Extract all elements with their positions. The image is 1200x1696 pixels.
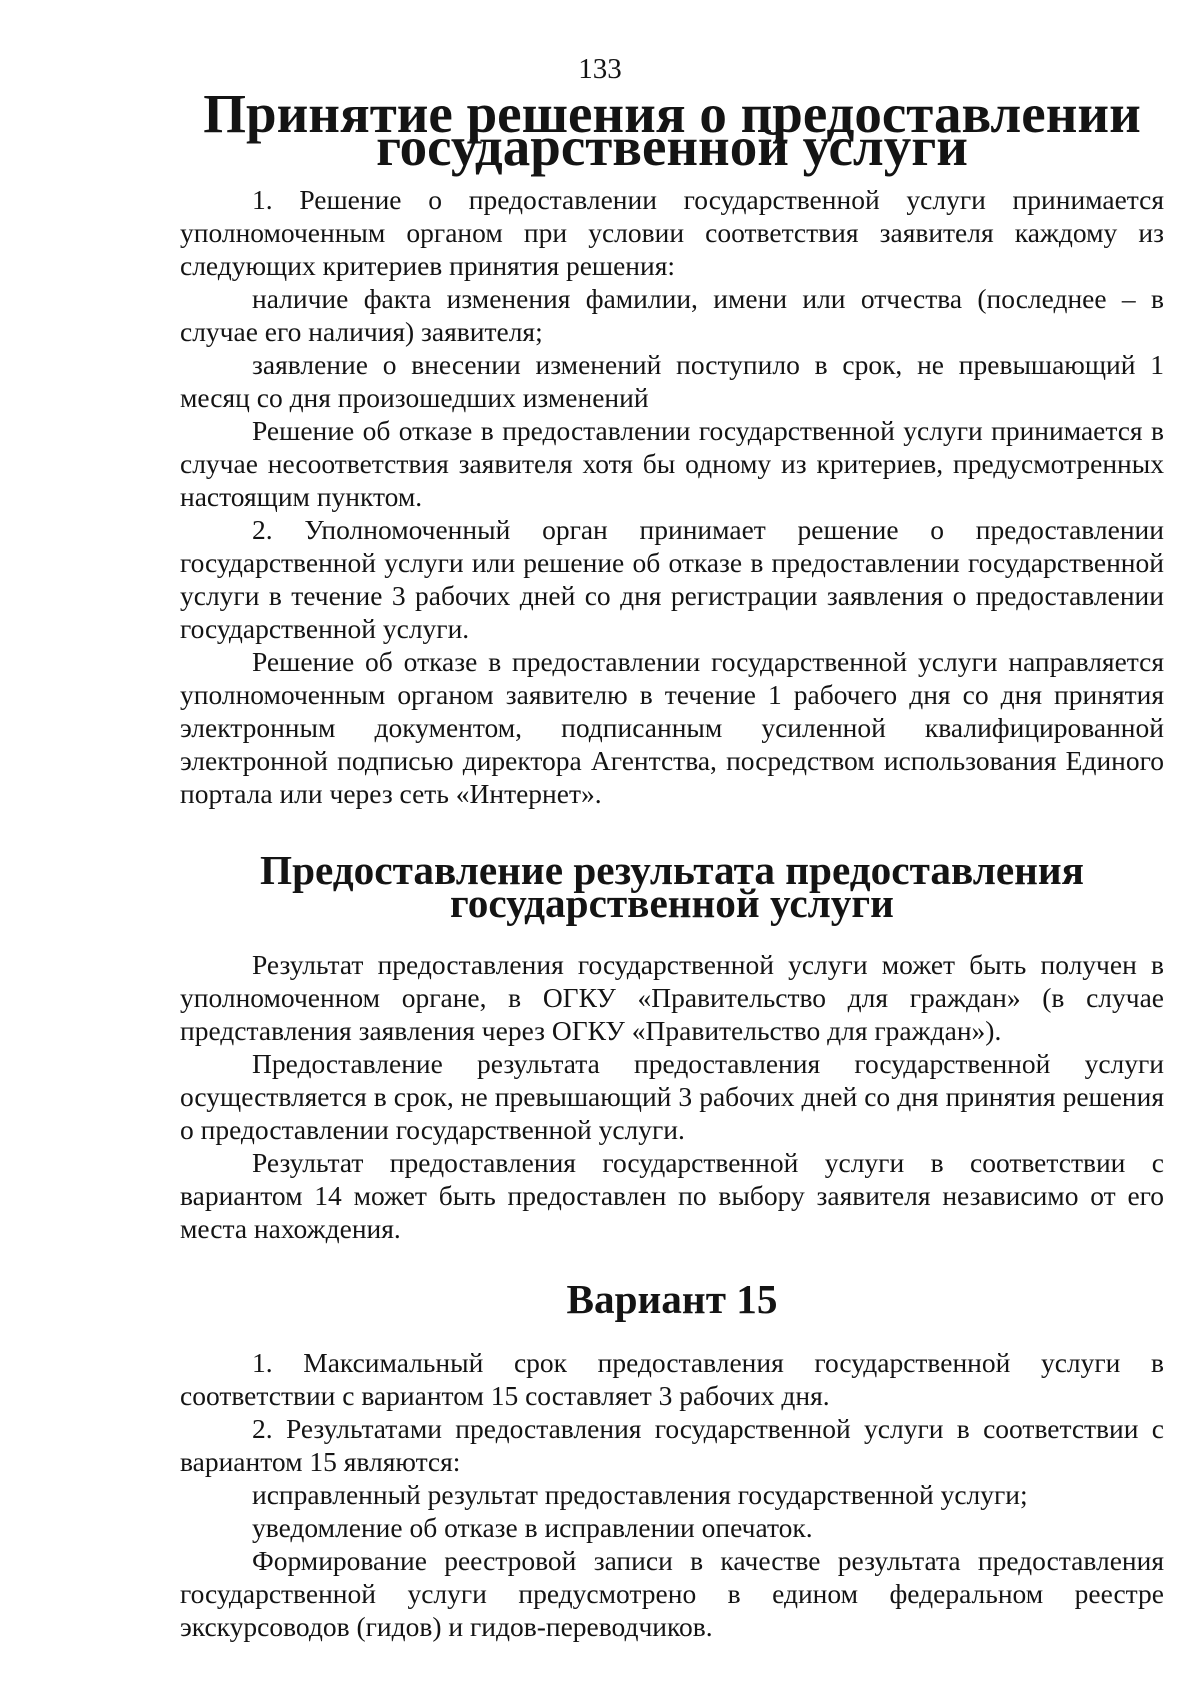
- paragraph: уведомление об отказе в исправлении опечаток.: [252, 1512, 813, 1543]
- paragraph: Результат предоставления государственной услуги в соответствии с вариантом 14 может быть предоставлен по выбору заявителя независимо от его места нахождения.: [180, 1147, 1164, 1244]
- paragraph: Формирование реестровой записи в качестве результата предоставления государственной услуги предусмотрено в едином федеральном реестре экскурсоводов (гидов) и гидов-переводчиков.: [180, 1545, 1164, 1642]
- paragraph: наличие факта изменения фамилии, имени или отчества (последнее – в случае его наличия) заявителя;: [180, 283, 1164, 347]
- paragraph: 2. Результатами предоставления государственной услуги в соответствии с вариантом 15 являются:: [180, 1413, 1164, 1477]
- paragraph: 2. Уполномоченный орган принимает решение о предоставлении государственной услуги или решение об отказе в предоставлении государственной услуги в течение 3 рабочих дней со дня регистрации заявления о предоставлении государственной услуги.: [180, 514, 1164, 644]
- paragraph: 1. Максимальный срок предоставления государственной услуги в соответствии с вариантом 15 составляет 3 рабочих дня.: [180, 1347, 1164, 1411]
- paragraph: Решение об отказе в предоставлении государственной услуги принимается в случае несоответствия заявителя хотя бы одному из критериев, предусмотренных настоящим пунктом.: [180, 415, 1164, 512]
- paragraph: исправленный результат предоставления государственной услуги;: [252, 1479, 1028, 1510]
- page-number: 133: [578, 53, 622, 85]
- paragraph: Результат предоставления государственной услуги может быть получен в уполномоченном органе, в ОГКУ «Правительство для граждан» (в случае представления заявления через ОГКУ «Правительство для граждан»).: [180, 949, 1164, 1046]
- paragraph: Предоставление результата предоставления государственной услуги осуществляется в срок, не превышающий 3 рабочих дней со дня принятия решения о предоставлении государственной услуги.: [180, 1048, 1164, 1145]
- section-heading-variant-15: Вариант 15: [566, 1276, 778, 1322]
- paragraph: Решение об отказе в предоставлении государственной услуги направляется уполномоченным органом заявителю в течение 1 рабочего дня со дня принятия электронным документом, подписанным усиленной квалифицированной электронной подписью директора Агентства, посредством использования Единого портала или через сеть «Интернет».: [180, 646, 1164, 809]
- paragraph: заявление о внесении изменений поступило в срок, не превышающий 1 месяц со дня произошедших изменений: [180, 349, 1164, 413]
- section-heading-result: Предоставление результата предоставления государственной услуги: [260, 847, 1084, 926]
- document-body: [180, 83, 1164, 1643]
- paragraph: 1. Решение о предоставлении государственной услуги принимается уполномоченным органом при условии соответствия заявителя каждому из следующих критериев принятия решения:: [180, 184, 1164, 281]
- section-heading-decision: Принятие решения о предоставлении государственной услуги: [203, 83, 1141, 177]
